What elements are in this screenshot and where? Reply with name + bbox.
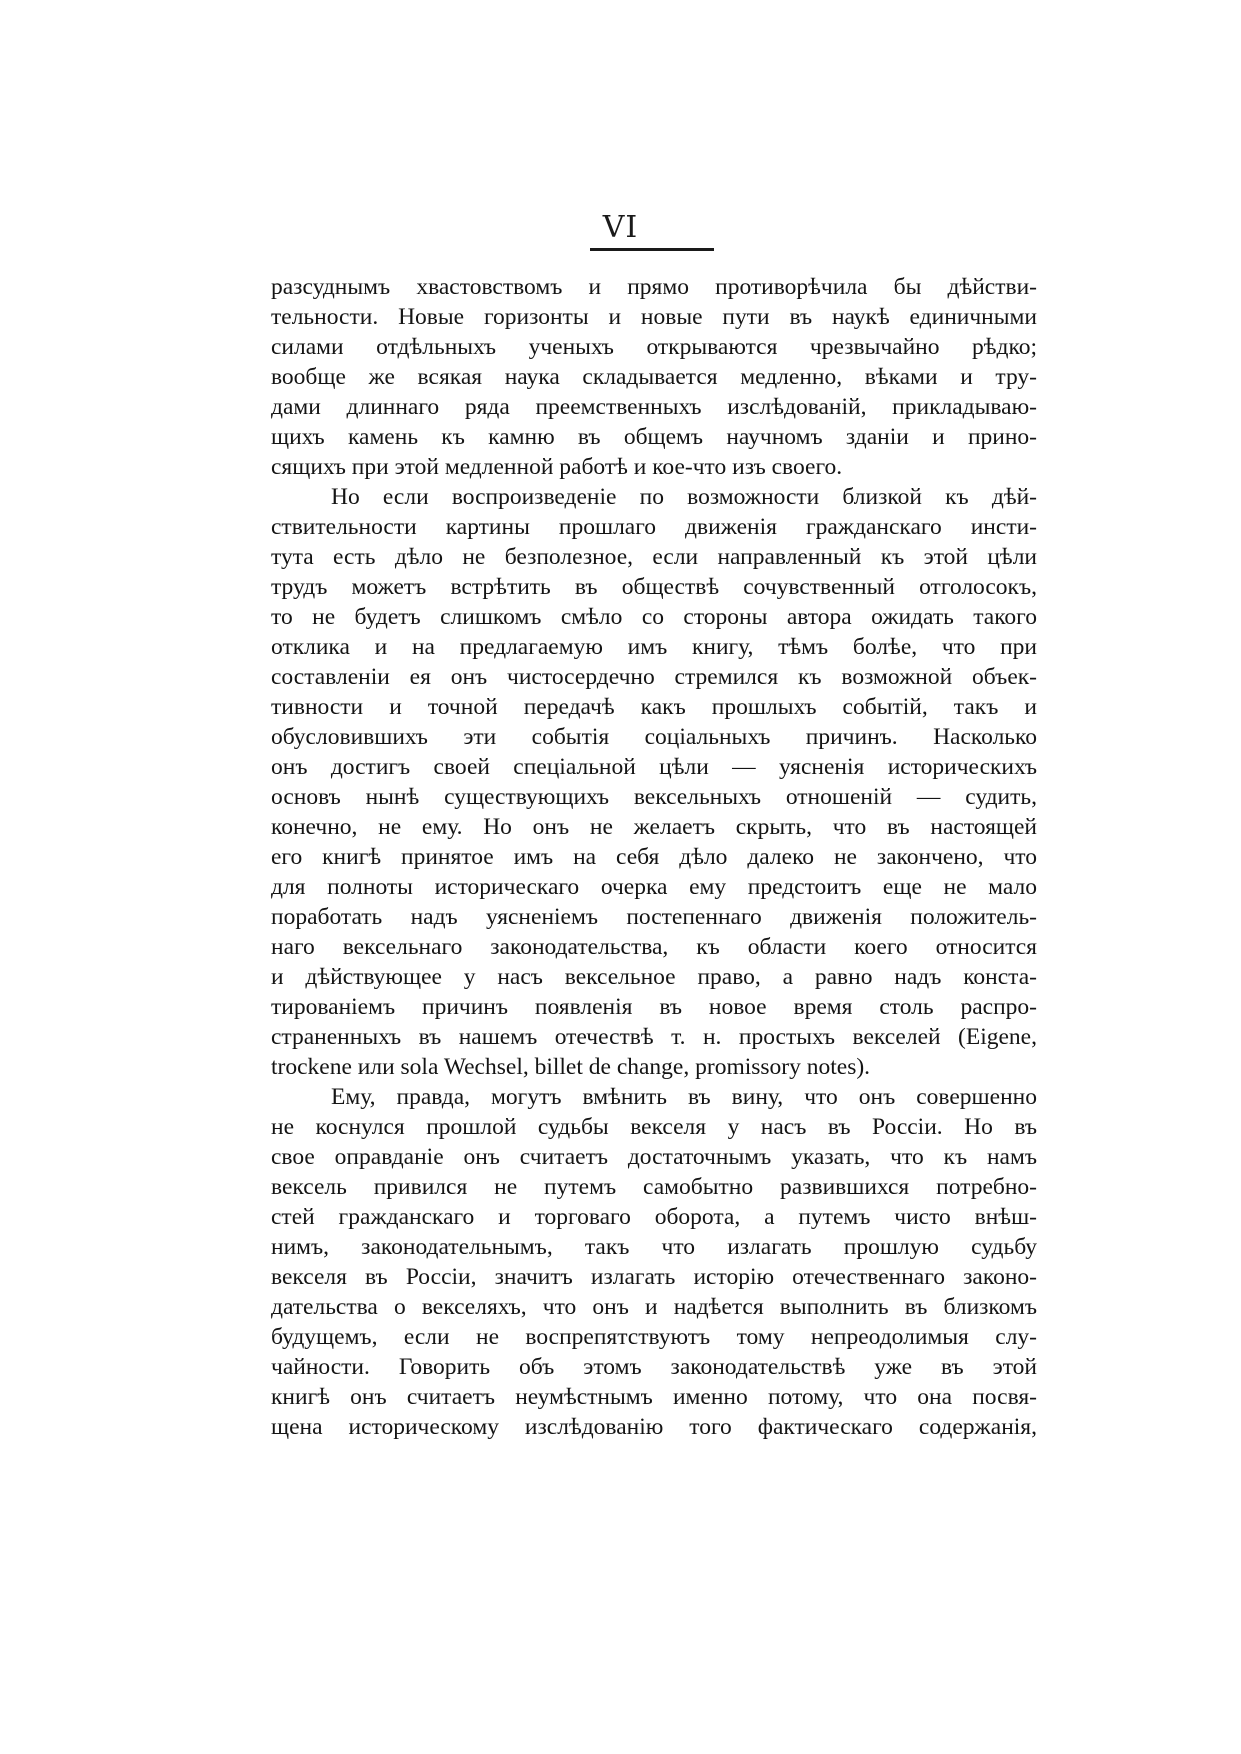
text-line: книгѣ онъ считаетъ неумѣстнымъ именно потому, что она посвя-: [271, 1384, 1037, 1410]
text-line: не коснулся прошлой судьбы векселя у насъ въ Россіи. Но въ: [271, 1114, 1037, 1140]
text-line: трудъ можетъ встрѣтить въ обществѣ сочувственный отголосокъ,: [271, 574, 1037, 600]
text-line: страненныхъ въ нашемъ отечествѣ т. н. простыхъ векселей (Eigene,: [271, 1024, 1037, 1050]
text-line: trockene или sola Wechsel, billet de change, promissory notes).: [271, 1054, 871, 1080]
text-line: нимъ, законодательнымъ, такъ что излагать прошлую судьбу: [271, 1234, 1037, 1260]
text-line: Но если воспроизведеніе по возможности близкой къ дѣй-: [331, 484, 1037, 510]
text-line: основъ нынѣ существующихъ вексельныхъ отношеній — судить,: [271, 784, 1037, 810]
page-number-rule: [590, 248, 714, 251]
text-line: свое оправданіе онъ считаетъ достаточнымъ указать, что къ намъ: [271, 1144, 1037, 1170]
text-line: онъ достигъ своей спеціальной цѣли — уясненія историческихъ: [271, 754, 1037, 780]
text-line: сящихъ при этой медленной работѣ и кое-что изъ своего.: [271, 454, 843, 480]
text-line: для полноты историческаго очерка ему предстоитъ еще не мало: [271, 874, 1037, 900]
text-line: то не будетъ слишкомъ смѣло со стороны автора ожидать такого: [271, 604, 1037, 630]
text-line: щихъ камень къ камню въ общемъ научномъ зданіи и прино-: [271, 424, 1037, 450]
text-line: его книгѣ принятое имъ на себя дѣло далеко не закончено, что: [271, 844, 1037, 870]
text-line: чайности. Говорить объ этомъ законодательствѣ уже въ этой: [271, 1354, 1037, 1380]
text-line: обусловившихъ эти событія соціальныхъ причинъ. Насколько: [271, 724, 1037, 750]
body-text: [271, 272, 1037, 1442]
text-line: разсуднымъ хвастовствомъ и прямо противорѣчила бы дѣйстви-: [271, 274, 1037, 300]
text-line: конечно, не ему. Но онъ не желаетъ скрыть, что въ настоящей: [271, 814, 1037, 840]
text-line: дами длиннаго ряда преемственныхъ изслѣдованій, прикладываю-: [271, 394, 1037, 420]
text-line: стей гражданскаго и торговаго оборота, а путемъ чисто внѣш-: [271, 1204, 1037, 1230]
text-line: поработать надъ уясненіемъ постепеннаго движенія положитель-: [271, 904, 1037, 930]
text-line: тельности. Новые горизонты и новые пути въ наукѣ единичными: [271, 304, 1037, 330]
text-line: и дѣйствующее у насъ вексельное право, а равно надъ конста-: [271, 964, 1037, 990]
text-line: векселя въ Россіи, значитъ излагать исторію отечественнаго законо-: [271, 1264, 1037, 1290]
paragraph-1: [271, 272, 1037, 482]
text-line: Ему, правда, могутъ вмѣнить въ вину, что онъ совершенно: [331, 1084, 1037, 1110]
text-line: составленіи ея онъ чистосердечно стремился къ возможной объек-: [271, 664, 1037, 690]
text-line: тированіемъ причинъ появленія въ новое время столь распро-: [271, 994, 1037, 1020]
paragraph-2: [271, 482, 1037, 1082]
text-line: вексель привился не путемъ самобытно развившихся потребно-: [271, 1174, 1037, 1200]
page-number: VI: [602, 210, 639, 245]
text-line: вообще же всякая наука складывается медленно, вѣками и тру-: [271, 364, 1037, 390]
text-line: тивности и точной передачѣ какъ прошлыхъ событій, такъ и: [271, 694, 1037, 720]
text-line: тута есть дѣло не безполезное, если направленный къ этой цѣли: [271, 544, 1037, 570]
text-line: отклика и на предлагаемую имъ книгу, тѣмъ болѣе, что при: [271, 634, 1037, 660]
text-line: наго вексельнаго законодательства, къ области коего относится: [271, 934, 1037, 960]
text-line: щена историческому изслѣдованію того фактическаго содержанія,: [271, 1414, 1037, 1440]
paragraph-3: [271, 1082, 1037, 1442]
text-line: будущемъ, если не воспрепятствуютъ тому непреодолимыя слу-: [271, 1324, 1037, 1350]
text-line: силами отдѣльныхъ ученыхъ открываются чрезвычайно рѣдко;: [271, 334, 1037, 360]
text-line: дательства о векселяхъ, что онъ и надѣется выполнить въ близкомъ: [271, 1294, 1037, 1320]
text-line: ствительности картины прошлаго движенія гражданскаго инсти-: [271, 514, 1037, 540]
